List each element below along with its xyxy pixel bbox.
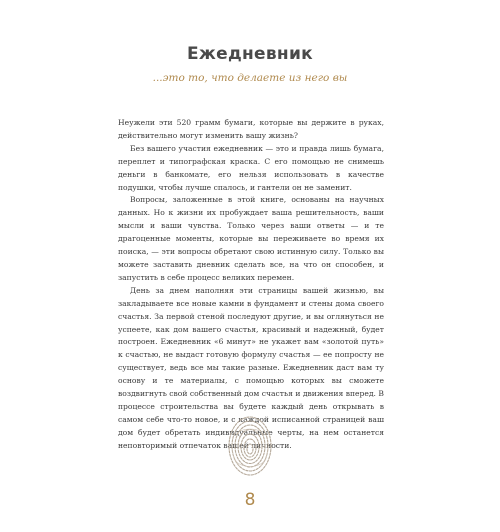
paragraph-2: Без вашего участия ежедневник — это и правда лишь бумага, переплет и типографская краска. С его помощью не снимешь деньги в банкомате, его нельзя использовать в качестве подушки, чтобы лучше спалось, и гантели он не заменит. (118, 143, 384, 192)
body-text (118, 117, 384, 453)
paragraph-1: Неужели эти 520 грамм бумаги, которые вы держите в руках, действительно могут изменить вашу жизнь? (118, 118, 384, 140)
page-number: 8 (244, 490, 256, 510)
fingerprint-icon (226, 415, 274, 479)
paragraph-3: Вопросы, заложенные в этой книге, основаны на научных данных. Но к жизни их пробуждает ваша решительность, ваши мысли и ваши чувства. Только через ваши ответы — и те драгоценные моменты, которые вы переживаете во время их поиска, — эти вопросы обретают свою истинную силу. Только вы можете заставить дневник сделать все, на что он способен, и запустить в себе процесс великих перемен. (118, 195, 384, 282)
page-title: Ежедневник (186, 44, 314, 64)
paragraph-4: День за днем наполняя эти страницы вашей жизнью, вы закладываете все новые камни в фундамент и стены дома своего счастья. За первой стеной последуют другие, и вы оглянуться не успеете, как дом вашего счастья, красивый и надежный, будет построен. Ежедневник «6 минут» не укажет вам «золотой путь» к счастью, не выдаст готовую формулу счастья — ее попросту не существует, ведь все мы такие разные. Ежедневник даст вам ту основу и те материалы, с помощью которых вы сможете воздвигнуть свой собственный дом счастья и движения вперед. В процессе строительства вы будете каждый день открывать в самом себе что-то новое, и с каждой исписанной страницей ваш дом будет обретать индивидуальные черты, на нем останется неповторимый отпечаток вашей личности. (118, 285, 384, 450)
page-subtitle: ...это то, что делаете из него вы (152, 72, 348, 84)
